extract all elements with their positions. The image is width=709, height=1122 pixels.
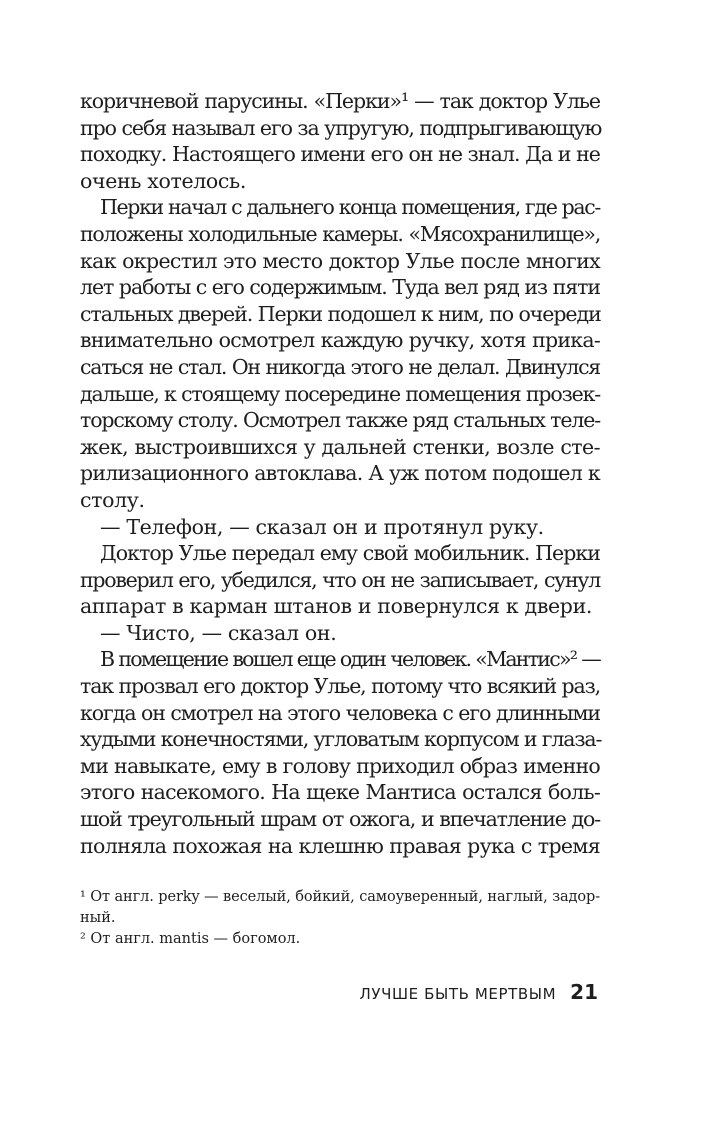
text-line: так прозвал его доктор Улье, потому что всякий раз, (80, 674, 600, 699)
footnote-line: ¹ От англ. perky — веселый, бойкий, самоуверенный, наглый, задор- (80, 889, 600, 905)
text-line: внимательно осмотрел каждую ручку, хотя прика- (80, 328, 600, 353)
text-line: саться не стал. Он никогда этого не делал. Двинулся (80, 354, 600, 379)
text-line: положены холодильные камеры. «Мясохранилище», (80, 221, 600, 246)
text-line: Перки начал с дальнего конца помещения, где рас- (100, 195, 601, 220)
text-line: столу. (80, 487, 145, 512)
footnote-line: ² От англ. mantis — богомол. (80, 931, 301, 947)
text-line: дальше, к стоящему посередине помещения прозек- (80, 381, 601, 406)
text-line: как окрестил это место доктор Улье после многих (80, 248, 600, 273)
text-line: аппарат в карман штанов и повернулся к двери. (80, 594, 593, 619)
text-line: очень хотелось. (80, 168, 247, 193)
text-line: торскому столу. Осмотрел также ряд стальных теле- (80, 408, 600, 433)
text-line: коричневой парусины. «Перки»¹ — так доктор Улье (80, 89, 600, 113)
text-line: этого насекомого. На щеке Мантиса остался боль- (80, 780, 600, 805)
page-number: 21 (570, 980, 598, 1004)
text-line: ми навыкате, ему в голову приходил образ именно (80, 753, 600, 778)
text-line: проверил его, убедился, что он не записывает, сунул (80, 567, 600, 592)
text-line: жек, выстроившихся у дальней стенки, возле сте- (80, 434, 600, 459)
text-line: походку. Настоящего имени его он не знал. Да и не (80, 142, 600, 167)
text-line: — Телефон, — сказал он и протянул руку. (100, 514, 544, 539)
text-line: худыми конечностями, угловатым корпусом и глаза- (80, 727, 602, 752)
text-line: полняла похожая на клешню правая рука с тремя (80, 833, 600, 858)
text-line: шой треугольный шрам от ожога, и впечатление до- (80, 807, 600, 832)
text-line: В помещение вошел еще один человек. «Мантис»² — (100, 647, 600, 672)
page-footer (360, 980, 598, 1004)
text-line: стальных дверей. Перки подошел к ним, по очереди (80, 301, 601, 326)
text-line: — Чисто, — сказал он. (100, 620, 337, 645)
text-line: Доктор Улье передал ему свой мобильник. Перки (100, 541, 600, 566)
text-line: когда он смотрел на этого человека с его длинными (80, 700, 600, 725)
running-title: ЛУЧШЕ БЫТЬ МЕРТВЫМ (359, 985, 557, 1003)
footnote-line: ный. (80, 910, 116, 926)
text-line: про себя называл его за упругую, подпрыгивающую (80, 115, 602, 140)
footnotes (80, 887, 600, 950)
text-line: лет работы с его содержимым. Туда вел ряд из пяти (80, 275, 600, 300)
body-text (80, 88, 600, 859)
text-line: рилизационного автоклава. А уж потом подошел к (80, 461, 600, 486)
